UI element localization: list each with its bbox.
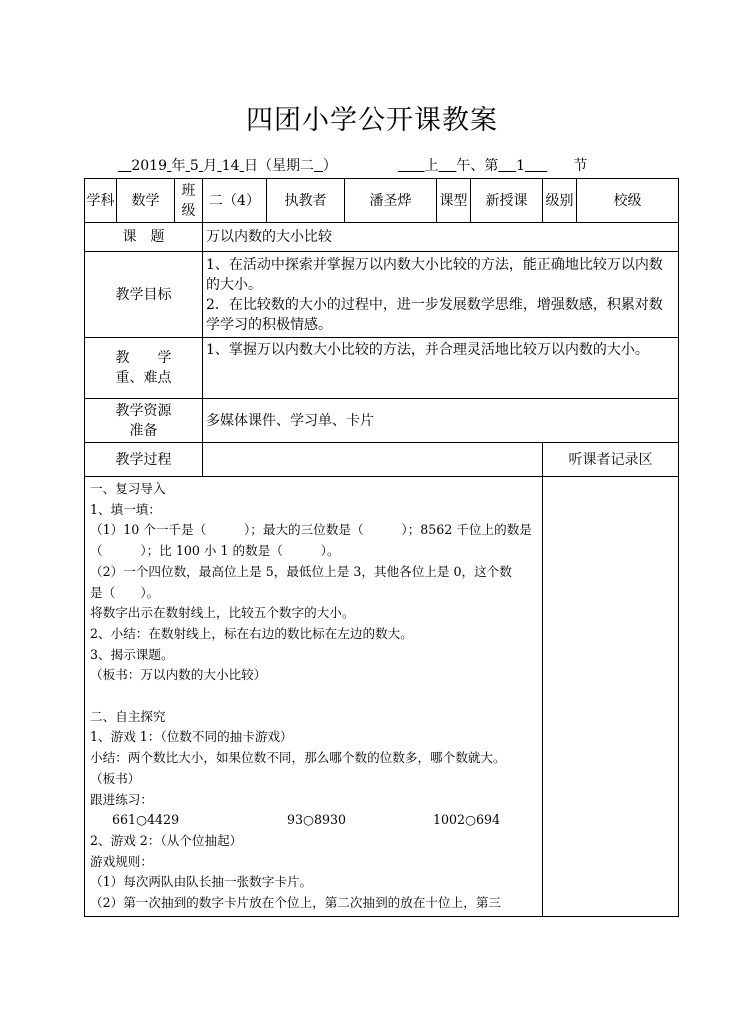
weekday-blank: 二 <box>300 158 315 174</box>
class-value: 二（4） <box>203 179 267 223</box>
process-line: （2）第一次抽到的数字卡片放在个位上，第二次抽到的放在十位上，第三 <box>90 895 502 911</box>
process-line: （板书：万以内数的大小比较） <box>90 667 267 683</box>
process-line: 是（ ）。 <box>90 584 160 600</box>
notes-label: 听课者记录区 <box>543 443 679 477</box>
resources-label-line1: 教学资源 <box>115 402 172 419</box>
process-line: 游戏规则： <box>90 853 153 869</box>
level-label: 级别 <box>543 179 577 223</box>
process-line: 1、填一填： <box>90 501 161 517</box>
goal-2: 2．在比较数的大小的过程中，进一步发展数学思维，增强数感，积累对数学学习的积极情感。 <box>206 296 663 333</box>
key-points-label <box>85 338 203 399</box>
page-title: 四团小学公开课教案 <box>246 105 498 136</box>
year-suffix: 年 <box>171 158 186 174</box>
subject-label: 学科 <box>85 179 117 223</box>
period-suffix: 午、第 <box>456 158 499 174</box>
key-points-value: 1、掌握万以内数大小比较的方法，并合理灵活地比较万以内数的大小。 <box>203 338 679 399</box>
lesson-blank: 1 <box>516 158 526 174</box>
resources-label-line2: 准备 <box>129 422 158 439</box>
process-line: 2、游戏 2：（从个位抽起） <box>90 832 243 848</box>
resources-label <box>85 399 203 443</box>
process-line: 3、揭示课题。 <box>90 646 174 662</box>
practice-item: 1002○694 <box>433 812 501 828</box>
month-suffix: 月 <box>203 158 218 174</box>
goals-label: 教学目标 <box>85 252 203 338</box>
topic-value: 万以内数的大小比较 <box>203 223 679 252</box>
process-line: （ ）；比 100 小 1 的数是（ ）。 <box>90 543 340 559</box>
process-line <box>90 686 537 707</box>
period-blank: 上 <box>424 158 439 174</box>
goal-1: 1、在活动中探索并掌握万以内数大小比较的方法，能正确地比较万以内数的大小。 <box>206 256 663 293</box>
date-line <box>118 155 587 175</box>
topic-row <box>85 223 679 252</box>
process-line: 1、游戏 1：（位数不同的抽卡游戏） <box>90 729 293 745</box>
process-line: （1）10 个一千是（ ）；最大的三位数是（ ）；8562 千位上的数是 <box>90 522 532 538</box>
month-blank: 5 <box>189 158 199 174</box>
resources-value: 多媒体课件、学习单、卡片 <box>203 399 679 443</box>
level-value: 校级 <box>577 179 679 223</box>
day-blank: 14 <box>221 158 240 174</box>
lesson-plan-table <box>84 178 679 917</box>
type-value: 新授课 <box>471 179 543 223</box>
type-label: 课型 <box>437 179 471 223</box>
process-line: 二、自主探究 <box>90 708 166 724</box>
practice-row <box>90 810 537 831</box>
topic-label: 课 题 <box>85 223 203 252</box>
process-label: 教学过程 <box>85 443 203 477</box>
practice-item: 661○4429 <box>112 812 180 828</box>
process-line: 2、小结：在数射线上，标在右边的数比标在左边的数大。 <box>90 625 413 641</box>
goals-value <box>203 252 679 338</box>
year-blank: 2019 <box>131 158 167 174</box>
notes-area <box>543 477 679 917</box>
teacher-label: 执教者 <box>267 179 345 223</box>
weekday-close: ） <box>322 158 337 174</box>
process-line: （1）每次两队由队长抽一张数字卡片。 <box>90 874 313 890</box>
process-line: 跟进练习： <box>90 791 153 807</box>
info-row <box>85 179 679 223</box>
key-points-label-line2: 重、难点 <box>115 370 172 386</box>
practice-item: 93○8930 <box>287 812 347 828</box>
process-header-row <box>85 443 679 477</box>
subject-value: 数学 <box>117 179 175 223</box>
key-points-label-line1: 教 学 <box>115 350 172 366</box>
process-line: 将数字出示在数射线上，比较五个数字的大小。 <box>90 605 355 621</box>
process-line: 小结：两个数比大小，如果位数不同，那么哪个数的位数多，哪个数就大。 <box>90 750 506 766</box>
day-suffix: 日（星期 <box>244 158 301 174</box>
process-body-row <box>85 477 679 917</box>
process-header-blank <box>203 443 543 477</box>
process-line: 一、复习导入 <box>90 481 166 496</box>
key-points-row <box>85 338 679 399</box>
process-line: （2）一个四位数，最高位上是 5，最低位上是 3，其他各位上是 0，这个数 <box>90 563 512 579</box>
class-label: 班级 <box>175 179 203 223</box>
goals-row <box>85 252 679 338</box>
process-line: （板书） <box>90 770 141 786</box>
lesson-suffix: 节 <box>573 158 588 174</box>
process-content <box>85 477 543 917</box>
resources-row <box>85 399 679 443</box>
teacher-value: 潘圣烨 <box>345 179 437 223</box>
